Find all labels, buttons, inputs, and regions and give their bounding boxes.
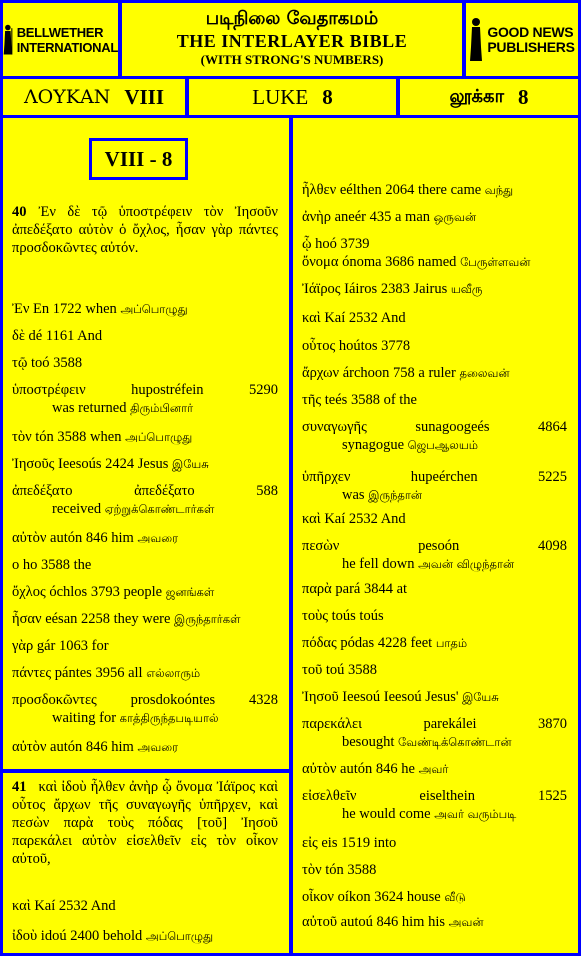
english-gloss: named — [417, 254, 457, 270]
goodnews-logo — [466, 3, 578, 76]
greek-word: ὄχλος — [12, 584, 46, 600]
word-entry — [302, 661, 567, 679]
word-entry — [12, 691, 278, 727]
tamil-gloss: இருந்தான் — [368, 488, 423, 502]
transliteration: eis — [321, 835, 338, 851]
transliteration: toús — [331, 608, 356, 624]
english-gloss: house — [406, 889, 441, 905]
english-gloss: the — [73, 557, 92, 573]
english-gloss: behold — [102, 928, 143, 944]
transliteration: autón — [50, 739, 83, 755]
logo-left-line2: INTERNATIONAL — [16, 39, 118, 55]
strong-number: 846 — [376, 914, 399, 930]
strong-number: 2532 — [58, 898, 88, 914]
english-gloss: And — [77, 328, 103, 344]
tamil-gloss: ஜனங்கள் — [165, 585, 215, 599]
transliteration: prosdokoóntes — [130, 692, 216, 708]
chapter-label: VIII - 8 — [89, 138, 188, 180]
word-entry — [302, 468, 567, 504]
english-gloss: was — [342, 487, 365, 503]
word-entry — [302, 181, 567, 199]
transliteration: aneér — [334, 209, 366, 225]
word-entry — [302, 861, 567, 879]
english-gloss: at — [396, 581, 408, 597]
strong-number: 1722 — [52, 301, 82, 317]
english-gloss: Jesus — [137, 456, 169, 472]
transliteration: pódas — [340, 635, 375, 651]
tamil-gloss: அவரை — [137, 740, 179, 754]
greek-word: Ἰάϊρος — [302, 281, 341, 297]
greek-word: ἄρχων — [302, 365, 340, 381]
transliteration: hoó — [315, 236, 337, 252]
transliteration: idoú — [40, 928, 67, 944]
transliteration: pará — [335, 581, 361, 597]
english-gloss: people — [123, 584, 163, 600]
word-entry — [12, 354, 278, 372]
word-entry — [302, 280, 567, 298]
greek-word: αὐτοῦ — [302, 914, 338, 930]
english-gloss: was returned — [52, 400, 127, 416]
transliteration: oíkon — [337, 889, 371, 905]
word-entry — [302, 510, 567, 528]
english-gloss: of the — [383, 392, 417, 408]
strong-number: 3588 — [57, 429, 87, 445]
greek-word: καὶ — [302, 511, 321, 527]
transliteration: autón — [50, 530, 83, 546]
strong-number: 3588 — [350, 392, 380, 408]
english-book-label — [189, 79, 396, 115]
english-gloss: a man — [395, 209, 431, 225]
word-entry — [302, 715, 567, 751]
tamil-gloss: எல்லாரும் — [146, 666, 201, 680]
word-entry — [12, 664, 278, 682]
greek-word: αὐτὸν — [302, 761, 337, 777]
english-gloss: into — [373, 835, 397, 851]
greek-book-label — [3, 79, 185, 115]
strong-number: 846 — [375, 761, 398, 777]
word-entry — [12, 455, 278, 473]
tamil-gloss: தலைவன் — [459, 366, 510, 380]
transliteration: ho — [22, 557, 38, 573]
greek-word: εἰς — [302, 835, 318, 851]
word-entry — [302, 688, 567, 706]
tamil-gloss: பேருள்ளவன் — [460, 255, 531, 269]
tamil-book: லூக்கா — [449, 85, 504, 107]
strong-number: toús — [359, 608, 384, 624]
transliteration: eiselthein — [419, 788, 475, 804]
tamil-gloss: வேண்டிக்கொண்டான் — [397, 735, 512, 749]
word-entry — [12, 637, 278, 655]
tamil-gloss: காத்திருந்தபடியால் — [119, 711, 219, 725]
tamil-gloss: இயேசு — [462, 690, 499, 704]
strong-number: 1519 — [341, 835, 371, 851]
greek-word: Ἰησοῦς — [12, 456, 55, 472]
verse-40 — [12, 203, 278, 257]
greek-book: ΛΟΥΚΑΝ — [23, 86, 111, 108]
strong-number: 3588 — [348, 662, 378, 678]
greek-word: ἦσαν — [12, 611, 42, 627]
greek-word: τοῦ — [302, 662, 323, 678]
verse-number: 41 — [12, 779, 27, 795]
word-entry — [302, 607, 567, 625]
greek-word: τὸν — [12, 429, 32, 445]
word-entry — [302, 418, 567, 454]
greek-word: τῆς — [302, 392, 322, 408]
transliteration: tón — [325, 862, 344, 878]
tamil-gloss: அவரை — [137, 531, 179, 545]
tamil-gloss: அவன் விழுந்தான் — [418, 557, 515, 571]
transliteration: pántes — [54, 665, 92, 681]
greek-word: αὐτὸν — [12, 739, 47, 755]
transliteration: sunagoogeés — [415, 419, 490, 435]
strong-number: 1161 — [45, 328, 75, 344]
bellwether-logo — [3, 3, 118, 76]
english-gloss: Jesus' — [425, 689, 459, 705]
greek-word: τοὺς — [302, 608, 328, 624]
greek-word: δὲ — [12, 328, 25, 344]
tamil-gloss: அவன் — [448, 915, 484, 929]
transliteration: autoú — [340, 914, 373, 930]
greek-word: παρεκάλει — [302, 716, 363, 732]
strong-number: 3870 — [538, 716, 567, 732]
strong-number: 2424 — [105, 456, 135, 472]
transliteration: hupeérchen — [410, 469, 478, 485]
tamil-book-label — [400, 79, 578, 115]
strong-number: 4864 — [538, 419, 567, 435]
greek-word: πεσὼν — [302, 538, 340, 554]
word-entry — [302, 787, 567, 823]
english-gloss: him his — [401, 914, 445, 930]
strong-number: 1525 — [538, 788, 567, 804]
greek-word: πόδας — [302, 635, 337, 651]
greek-word: συναγωγῆς — [302, 419, 367, 435]
tamil-gloss: ஜெபஆலயம் — [407, 438, 478, 452]
strong-number: 2383 — [380, 281, 410, 297]
greek-word: ᾧ — [302, 236, 312, 252]
tamil-gloss: இயேசு — [172, 457, 209, 471]
greek-word: πάντες — [12, 665, 52, 681]
english-gloss: And — [90, 898, 116, 914]
transliteration: óchlos — [49, 584, 88, 600]
word-entry — [302, 888, 567, 906]
transliteration: En — [33, 301, 50, 317]
strong-number: 3588 — [53, 355, 83, 371]
greek-word: γὰρ — [12, 638, 34, 654]
logo-left-line1: BELLWETHER — [16, 24, 104, 40]
strong-number: 3778 — [381, 338, 411, 354]
word-entry — [302, 235, 567, 253]
word-entry — [12, 583, 278, 601]
transliteration: Kaí — [324, 310, 346, 326]
tamil-gloss: திரும்பினார் — [130, 401, 194, 415]
transliteration: pesoón — [418, 538, 460, 554]
english-gloss: waiting for — [52, 710, 117, 726]
transliteration: Iáiros — [344, 281, 378, 297]
tamil-gloss: ஏற்றுக்கொண்டார்கள் — [104, 502, 215, 516]
english-gloss: a ruler — [418, 365, 456, 381]
strong-number: Ieesoú — [383, 689, 422, 705]
word-entry — [12, 738, 278, 756]
greek-word: ἀνὴρ — [302, 209, 331, 225]
word-entry — [302, 208, 567, 226]
tamil-gloss: அப்பொழுது — [120, 302, 188, 316]
strong-number: 3588 — [347, 862, 377, 878]
english-gloss: synagogue — [342, 437, 405, 453]
transliteration: Kaí — [34, 898, 56, 914]
strong-number: 3624 — [374, 889, 404, 905]
english-gloss: him — [111, 530, 134, 546]
logo-right-line2: PUBLISHERS — [487, 38, 575, 55]
strong-number: 2532 — [348, 310, 378, 326]
greek-word: αὐτὸν — [12, 530, 47, 546]
strong-number: 435 — [369, 209, 392, 225]
transliteration: teés — [324, 392, 348, 408]
transliteration: dé — [28, 328, 43, 344]
english-book: LUKE — [252, 84, 309, 109]
transliteration: árchoon — [342, 365, 390, 381]
transliteration: Ieesoú — [342, 689, 381, 705]
word-entry — [12, 927, 278, 945]
verse-41 — [12, 778, 278, 868]
strong-number: 2258 — [81, 611, 111, 627]
greek-word: ἦλθεν — [302, 182, 337, 198]
word-entry — [12, 556, 278, 574]
greek-word: εἰσελθεῖν — [302, 788, 357, 804]
english-gloss: when — [85, 301, 117, 317]
word-entry — [302, 834, 567, 852]
english-gloss: Jairus — [413, 281, 448, 297]
strong-number: 3588 — [41, 557, 70, 573]
word-entry — [12, 482, 278, 518]
greek-word: προσδοκῶντες — [12, 692, 97, 708]
greek-word: ὑποστρέφειν — [12, 382, 86, 398]
word-entry — [302, 634, 567, 652]
strong-number: 3793 — [90, 584, 120, 600]
greek-word: παρὰ — [302, 581, 332, 597]
word-entry — [302, 537, 567, 573]
strong-number: 2532 — [348, 511, 378, 527]
word-entry — [302, 760, 567, 778]
word-entry — [12, 381, 278, 417]
strong-number: 5290 — [249, 382, 278, 398]
greek-word: Ἰησοῦ — [302, 689, 339, 705]
word-entry — [12, 300, 278, 318]
transliteration: toó — [31, 355, 50, 371]
transliteration: ἀπεδέξατο — [134, 483, 195, 499]
english-gloss: for — [91, 638, 109, 654]
transliteration: hoútos — [338, 338, 378, 354]
greek-word: οὗτος — [302, 338, 336, 354]
transliteration: eélthen — [339, 182, 382, 198]
tamil-gloss: வீடு — [444, 890, 466, 904]
verse-text-greek: Ἐν δὲ τῷ ὑποστρέφειν τὸν Ἰησοῦν ἀπεδέξατο αὐτὸν ὁ ὄχλος, ἦσαν γὰρ πάντες προσδοκῶντες αὐτόν. — [12, 204, 278, 256]
tamil-chapter: 8 — [517, 84, 529, 109]
transliteration: hupostréfein — [131, 382, 204, 398]
strong-number: 846 — [85, 530, 108, 546]
english-gloss: there came — [417, 182, 482, 198]
transliteration: autón — [340, 761, 373, 777]
english-gloss: they were — [113, 611, 171, 627]
word-entry — [12, 897, 278, 915]
transliteration: ónoma — [342, 254, 382, 270]
greek-word: οἶκον — [302, 889, 334, 905]
greek-word: ὄνομα — [302, 254, 339, 270]
strong-number: 846 — [85, 739, 108, 755]
transliteration: parekálei — [423, 716, 477, 732]
tamil-gloss: வந்து — [484, 183, 514, 197]
tamil-gloss: பாதம் — [435, 636, 468, 650]
strong-number: 4098 — [538, 538, 568, 554]
greek-word: καὶ — [12, 898, 31, 914]
greek-word: Ἐν — [12, 301, 30, 317]
title-tamil: படிநிலை வேதாகமம் — [205, 8, 379, 29]
logo-right-line1: GOOD NEWS — [487, 23, 574, 40]
word-entry — [12, 529, 278, 547]
figure-icon — [469, 17, 483, 63]
greek-word: ο — [12, 557, 20, 573]
english-gloss: received — [52, 501, 102, 517]
strong-number: 2400 — [70, 928, 100, 944]
strong-number: 3844 — [363, 581, 393, 597]
verse-text-greek: καὶ ἰδοὺ ἦλθεν ἀνὴρ ᾧ ὄνομα Ἰάϊρος καὶ οὗτος ἄρχων τῆς συναγωγῆς ὑπῆρχεν, καὶ πεσὼν παρὰ τοὺς πόδας [τοῦ] Ἰησοῦ παρεκάλει αὐτὸν εἰσελθεῖν εἰς τὸν οἶκον αὐτοῦ, — [12, 779, 278, 867]
strong-number: 5225 — [538, 469, 568, 485]
word-entry — [302, 391, 567, 409]
strong-number: 3686 — [385, 254, 415, 270]
transliteration: Ieesoús — [58, 456, 102, 472]
title-english: THE INTERLAYER BIBLE — [176, 31, 408, 51]
english-gloss: And — [380, 511, 406, 527]
word-entry — [12, 327, 278, 345]
english-gloss: feet — [410, 635, 433, 651]
tamil-gloss: அவர் வரும்படி — [434, 807, 517, 821]
tamil-gloss: ஒருவன் — [433, 210, 477, 224]
tamil-gloss: அவர் — [418, 762, 449, 776]
english-gloss: when — [90, 429, 122, 445]
transliteration: Kaí — [324, 511, 346, 527]
english-gloss: him — [111, 739, 134, 755]
strong-number: 2064 — [385, 182, 415, 198]
transliteration: tón — [35, 429, 54, 445]
greek-word: τὸν — [302, 862, 322, 878]
greek-word: τῷ — [12, 355, 28, 371]
word-entry — [302, 309, 567, 327]
tamil-gloss: அப்பொழுது — [125, 430, 193, 444]
word-entry — [302, 580, 567, 598]
verse-number: 40 — [12, 204, 27, 220]
english-gloss: all — [128, 665, 143, 681]
word-entry — [302, 337, 567, 355]
greek-word: ἀπεδέξατο — [12, 483, 73, 499]
strong-number: 4328 — [249, 692, 278, 708]
english-gloss: he would come — [342, 806, 431, 822]
word-entry — [302, 253, 567, 271]
transliteration: toú — [325, 662, 345, 678]
word-entry — [12, 428, 278, 446]
greek-chapter: VIII — [124, 84, 165, 109]
english-gloss: besought — [342, 734, 395, 750]
word-entry — [12, 610, 278, 628]
english-gloss: And — [380, 310, 406, 326]
transliteration: gár — [36, 638, 56, 654]
tamil-gloss: இருந்தார்கள் — [174, 612, 241, 626]
english-gloss: he fell down — [342, 556, 415, 572]
strong-number: 1063 — [59, 638, 89, 654]
word-entry — [302, 913, 567, 931]
title-panel — [122, 3, 462, 76]
transliteration: eésan — [45, 611, 78, 627]
strong-number: 588 — [256, 483, 278, 499]
strong-number: 3739 — [340, 236, 370, 252]
strong-number: 4228 — [377, 635, 407, 651]
tamil-gloss: அப்பொழுது — [145, 929, 214, 943]
subtitle: (WITH STRONG'S NUMBERS) — [200, 52, 384, 67]
word-entry — [302, 364, 567, 382]
english-chapter: 8 — [322, 84, 333, 109]
tamil-gloss: யவீரு — [450, 282, 483, 296]
greek-word: ὑπῆρχεν — [302, 469, 351, 485]
greek-word: καὶ — [302, 310, 321, 326]
greek-word: ἰδοὺ — [12, 928, 38, 944]
shepherd-figure-icon — [3, 17, 13, 63]
english-gloss: he — [401, 761, 415, 777]
strong-number: 758 — [393, 365, 415, 381]
strong-number: 3956 — [95, 665, 125, 681]
